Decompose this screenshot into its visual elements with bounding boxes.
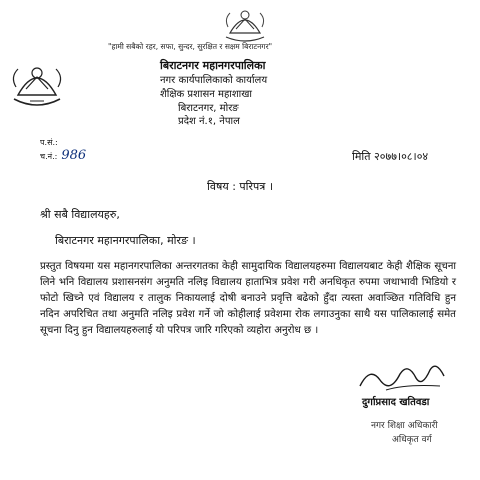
municipality-motto: "हामी सबैको रहर, सफा, सुन्दर, सुरक्षित र सक्षम बिराटनगर": [108, 42, 273, 51]
reference-cn: [40, 148, 86, 163]
cn-label: च.नं.:: [40, 152, 58, 161]
office-province: प्रदेश नं.१, नेपाल: [178, 116, 240, 127]
signatory-title: नगर शिक्षा अधिकारी: [371, 421, 438, 431]
handwritten-signature: [356, 356, 452, 394]
circular-body: प्रस्तुत विषयमा यस महानगरपालिका अन्तरगतका केही सामुदायिक विद्यालयहरुमा विद्यालयबाट केही शैक्षिक सूचना लिने भनि विद्यालय प्रशासनसंग अनुमति नलिइ विद्यालय हाताभित्र प्रवेश गरी अनधिकृत रुपमा जथाभावी भिडियो र फोटो खिच्ने एवं विद्यालय र तालुक निकायलाई दोषी बनाउने प्रवृत्ति बढेको हुँदा त्यस्ता अवाञ्छित गतिविधि हुन नदिन अपरिचित तथा अनुमति नलिइ प्रवेश गर्ने जो कोहीलाई प्रवेशमा रोक लगाउनुका साथै यस पालिकालाई समेत सूचना दिनु हुन विद्यालयहरुलाई यो परिपत्र जारि गरिएको व्यहोरा अनुरोध छ ।: [40, 261, 456, 337]
signatory-rank: अधिकृत वर्ग: [392, 435, 432, 445]
office-name: बिराटनगर महानगरपालिका: [160, 59, 266, 72]
cn-value: 986: [61, 148, 87, 163]
office-subtitle: नगर कार्यपालिकाको कार्यालय: [160, 75, 268, 86]
issue-date: मिति २०७७।०८।०४: [352, 150, 429, 163]
nepal-emblem-icon: [222, 3, 268, 43]
nepal-emblem-icon: [8, 57, 66, 109]
recipient-line-1: श्री सबै विद्यालयहरु,: [40, 208, 120, 221]
office-address: बिराटनगर, मोरङ: [178, 103, 239, 114]
ps-label: प.सं.:: [40, 138, 58, 147]
recipient-line-2: बिराटनगर महानगरपालिका, मोरङ ।: [55, 234, 196, 247]
office-division: शैक्षिक प्रशासन महाशाखा: [160, 89, 253, 100]
reference-ps: [40, 137, 58, 148]
signatory-name: दुर्गाप्रसाद खतिवडा: [362, 397, 430, 408]
subject-line: विषय : परिपत्र ।: [207, 180, 273, 193]
